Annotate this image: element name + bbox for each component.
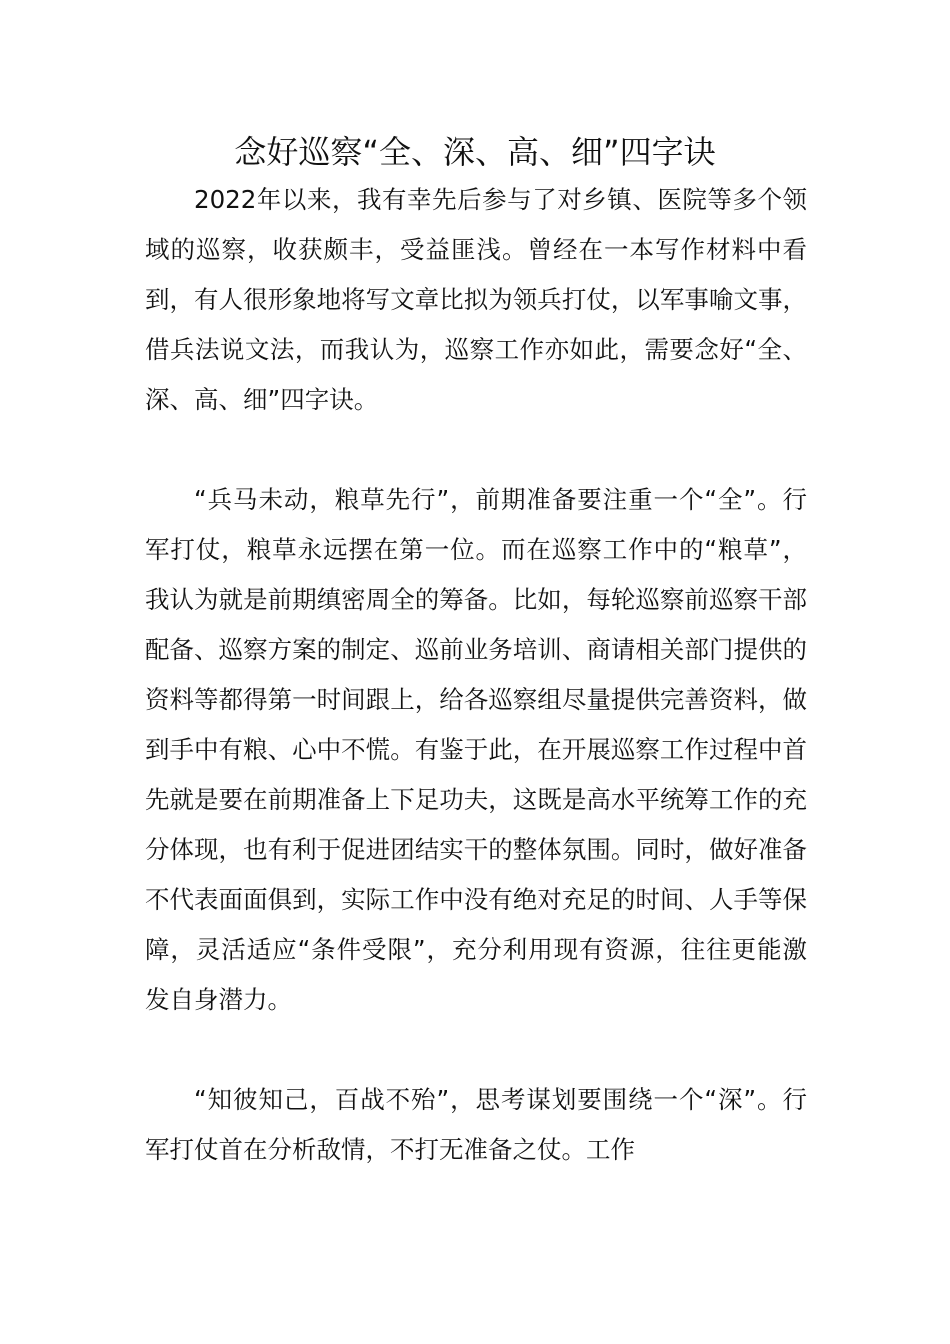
paragraph-preparation: “兵马未动，粮草先行”，前期准备要注重一个“全”。行军打仗，粮草永远摆在第一位。而在巡察工作中的“粮草”，我认为就是前期缜密周全的筹备。比如，每轮巡察前巡察干部配备、巡察方案的制定、巡前业务培训、商请相关部门提供的资料等都得第一时间跟上，给各巡察组尽量提供完善资料，做到手中有粮、心中不慌。有鉴于此，在开展巡察工作过程中首先就是要在前期准备上下足功夫，这既是高水平统筹工作的充分体现，也有利于促进团结实干的整体氛围。同时，做好准备不代表面面俱到，实际工作中没有绝对充足的时间、人手等保障，灵活适应“条件受限”，充分利用现有资源，往往更能激发自身潜力。 <box>145 485 807 1014</box>
document-title: 念好巡察“全、深、高、细”四字诀 <box>234 133 716 171</box>
paragraph-spacer <box>145 425 807 475</box>
paragraph-spacer <box>145 1025 807 1075</box>
paragraph-intro: 2022年以来，我有幸先后参与了对乡镇、医院等多个领域的巡察，收获颇丰，受益匪浅。曾经在一本写作材料中看到，有人很形象地将写文章比拟为领兵打仗，以军事喻文事，借兵法说文法，而我认为，巡察工作亦如此，需要念好“全、深、高、细”四字诀。 <box>145 185 807 414</box>
document-body <box>145 175 807 1175</box>
paragraph-planning: “知彼知己，百战不殆”，思考谋划要围绕一个“深”。行军打仗首在分析敌情，不打无准备之仗。工作 <box>145 1085 807 1164</box>
